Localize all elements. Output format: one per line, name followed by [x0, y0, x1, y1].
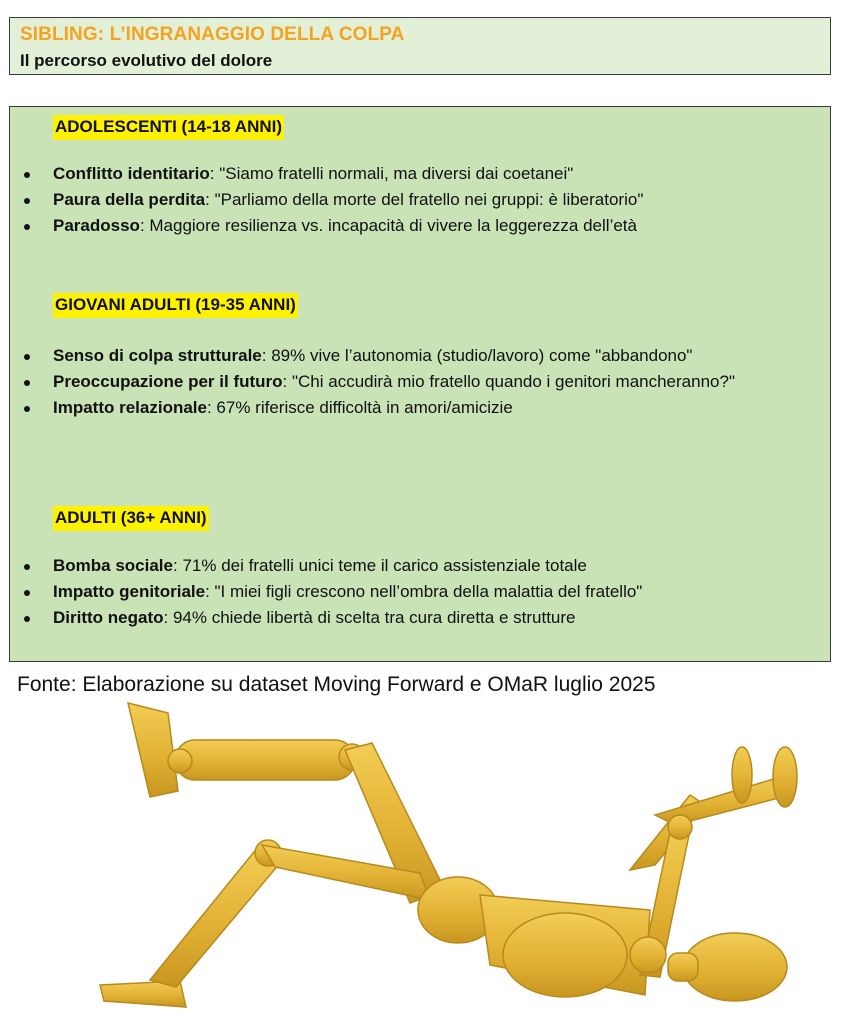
list-item: [10, 213, 810, 239]
source-caption: Fonte: Elaborazione su dataset Moving Forward e OMaR luglio 2025: [17, 673, 656, 696]
list-item: [10, 553, 810, 579]
item-label: Paradosso: [53, 216, 140, 235]
item-text: : "Parliamo della morte del fratello nei gruppi: è liberatorio": [205, 190, 644, 209]
list-item: [10, 395, 810, 421]
item-text: : "Chi accudirà mio fratello quando i genitori mancheranno?": [282, 372, 735, 391]
header-box: [9, 17, 831, 75]
item-label: Preoccupazione per il futuro: [53, 372, 283, 391]
list-item: [10, 369, 810, 395]
item-text: : 71% dei fratelli unici teme il carico assistenziale totale: [173, 556, 587, 575]
list-item: [10, 187, 810, 213]
item-label: Diritto negato: [53, 608, 164, 627]
list-adolescenti: [10, 161, 810, 239]
list-item: [10, 579, 810, 605]
item-text: : "I miei figli crescono nell’ombra della malattia del fratello": [205, 582, 643, 601]
item-label: Bomba sociale: [53, 556, 173, 575]
item-text: : Maggiore resilienza vs. incapacità di vivere la leggerezza dell’età: [139, 216, 637, 235]
item-text: : 89% vive l’autonomia (studio/lavoro) come "abbandono": [261, 346, 693, 365]
section-title-adulti: ADULTI (36+ ANNI): [53, 506, 209, 531]
list-item: [10, 605, 810, 631]
item-label: Impatto relazionale: [53, 398, 207, 417]
item-label: Paura della perdita: [53, 190, 206, 209]
mannequin-figure: [100, 703, 797, 1007]
item-text: : 67% riferisce difficoltà in amori/amicizie: [206, 398, 513, 417]
page-title: SIBLING: L’INGRANAGGIO DELLA COLPA: [20, 24, 405, 45]
section-title-adolescenti: ADOLESCENTI (14-18 ANNI): [53, 115, 284, 140]
wooden-mannequin-image: [0, 695, 842, 1024]
item-text: : "Siamo fratelli normali, ma diversi dai coetanei": [209, 164, 574, 183]
item-label: Senso di colpa strutturale: [53, 346, 262, 365]
item-label: Impatto genitoriale: [53, 582, 206, 601]
item-text: : 94% chiede libertà di scelta tra cura diretta e strutture: [163, 608, 576, 627]
list-giovani-adulti: [10, 343, 810, 421]
list-item: [10, 343, 810, 369]
content-panel: [9, 106, 831, 662]
list-adulti: [10, 553, 810, 631]
page-subtitle: Il percorso evolutivo del dolore: [20, 51, 273, 70]
list-item: [10, 161, 810, 187]
item-label: Conflitto identitario: [53, 164, 210, 183]
section-title-giovani-adulti: GIOVANI ADULTI (19-35 ANNI): [53, 293, 298, 318]
